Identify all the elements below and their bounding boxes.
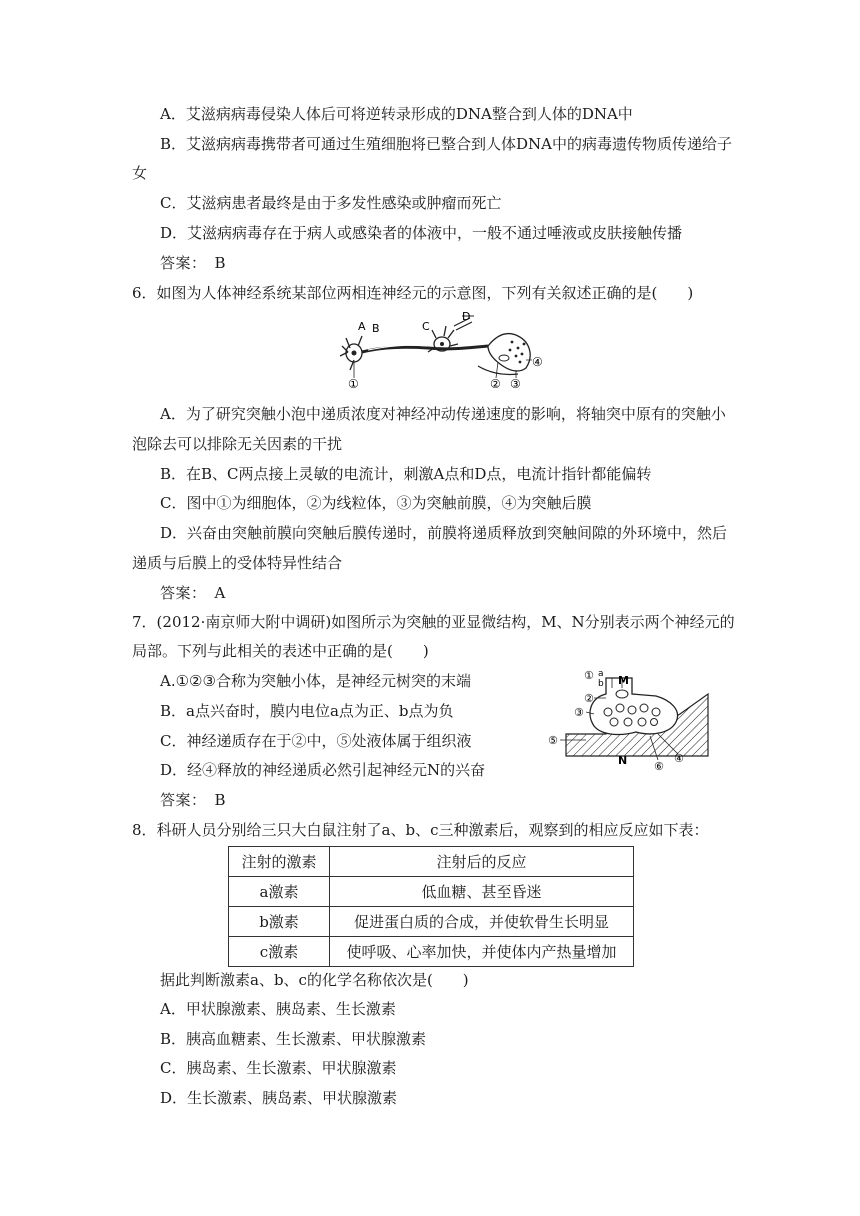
synaptic-terminal (488, 334, 530, 371)
label-a: a (598, 669, 604, 679)
q7-option-c: C．神经递质存在于②中，⑤处液体属于组织液 (160, 732, 472, 750)
q6-option-b: B．在B、C两点接上灵敏的电流计，刺激A点和D点，电流计指针都能偏转 (160, 465, 652, 483)
q8-option-d: D．生长激素、胰岛素、甲状腺激素 (160, 1089, 398, 1107)
q8-stem: 8．科研人员分别给三只大白鼠注射了a、b、c三种激素后，观察到的相应反应如下表： (132, 821, 709, 839)
q7-stem-line2: 局部。下列与此相关的表述中正确的是( ) (132, 642, 429, 660)
q6-stem: 6．如图为人体神经系统某部位两相连神经元的示意图，下列有关叙述正确的是( ) (132, 284, 694, 302)
q8-option-c: C．胰岛素、生长激素、甲状腺激素 (160, 1059, 397, 1077)
cell-body-left (340, 336, 362, 370)
q5-answer: 答案： B (160, 254, 227, 272)
q5-option-b-line1: B．艾滋病病毒携带者可通过生殖细胞将已整合到人体DNA中的病毒遗传物质传递给子 (160, 135, 733, 153)
label-n: N (618, 754, 628, 767)
label-1: ① (348, 377, 359, 391)
label-3: ③ (574, 706, 584, 719)
label-4: ④ (674, 752, 684, 765)
label-m: M (618, 674, 629, 687)
q7-stem-line1: 7．(2012·南京师大附中调研)如图所示为突触的亚显微结构，M、N分别表示两个神经元的 (132, 613, 735, 631)
q5-option-b-line2: 女 (132, 164, 148, 182)
q6-option-a-line1: A．为了研究突触小泡中递质浓度对神经冲动传递速度的影响，将轴突中原有的突触小 (160, 405, 726, 423)
synapse-diagram (546, 664, 718, 774)
table-cell: 使呼吸、心率加快，并使体内产热量增加 (330, 937, 634, 967)
neuron-diagram (338, 308, 550, 394)
table-row (229, 907, 634, 937)
table-cell: 促进蛋白质的合成，并使软骨生长明显 (330, 907, 634, 937)
table-cell: a激素 (229, 877, 330, 907)
label-b: b (598, 679, 604, 689)
label-d: D (462, 310, 471, 323)
q7-answer: 答案： B (160, 791, 227, 809)
q5-option-a: A．艾滋病病毒侵染人体后可将逆转录形成的DNA整合到人体的DNA中 (160, 105, 633, 123)
label-5: ⑤ (548, 734, 558, 747)
q6-option-d-line2: 递质与后膜上的受体特异性结合 (132, 554, 343, 572)
synaptic-vesicles (509, 341, 526, 364)
q5-option-d: D．艾滋病病毒存在于病人或感染者的体液中，一般不通过唾液或皮肤接触传播 (160, 224, 683, 242)
table-cell: c激素 (229, 937, 330, 967)
table-header: 注射的激素 (229, 847, 330, 877)
q7-option-d: D．经④释放的神经递质必然引起神经元N的兴奋 (160, 761, 486, 779)
label-2: ② (490, 377, 501, 391)
q8-option-a: A．甲状腺激素、胰岛素、生长激素 (160, 1000, 396, 1018)
table-cell: 低血糖、甚至昏迷 (330, 877, 634, 907)
table-cell: b激素 (229, 907, 330, 937)
axon (362, 346, 488, 352)
label-2: ② (584, 692, 594, 705)
table-row (229, 937, 634, 967)
label-6: ⑥ (654, 760, 664, 773)
q6-option-a-line2: 泡除去可以排除无关因素的干扰 (132, 435, 343, 453)
q7-option-a: A.①②③合称为突触小体，是神经元树突的末端 (160, 672, 471, 690)
label-3: ③ (510, 377, 521, 391)
q7-option-b: B．a点兴奋时，膜内电位a点为正、b点为负 (160, 702, 454, 720)
label-a: A (358, 320, 366, 333)
table-header-row (229, 847, 634, 877)
q5-option-c: C．艾滋病患者最终是由于多发性感染或肿瘤而死亡 (160, 194, 502, 212)
q6-option-c: C．图中①为细胞体，②为线粒体，③为突触前膜，④为突触后膜 (160, 494, 592, 512)
q6-answer: 答案： A (160, 584, 226, 602)
label-1: ① (584, 669, 594, 682)
label-c: C (422, 320, 430, 333)
table-row (229, 877, 634, 907)
q8-question: 据此判断激素a、b、c的化学名称依次是( ) (160, 971, 469, 989)
label-4: ④ (532, 355, 543, 369)
q8-option-b: B．胰高血糖素、生长激素、甲状腺激素 (160, 1030, 427, 1048)
label-b: B (372, 322, 380, 335)
hormone-table (228, 846, 634, 967)
table-header: 注射后的反应 (330, 847, 634, 877)
q6-option-d-line1: D．兴奋由突触前膜向突触后膜传递时，前膜将递质释放到突触间隙的外环境中，然后 (160, 524, 728, 542)
